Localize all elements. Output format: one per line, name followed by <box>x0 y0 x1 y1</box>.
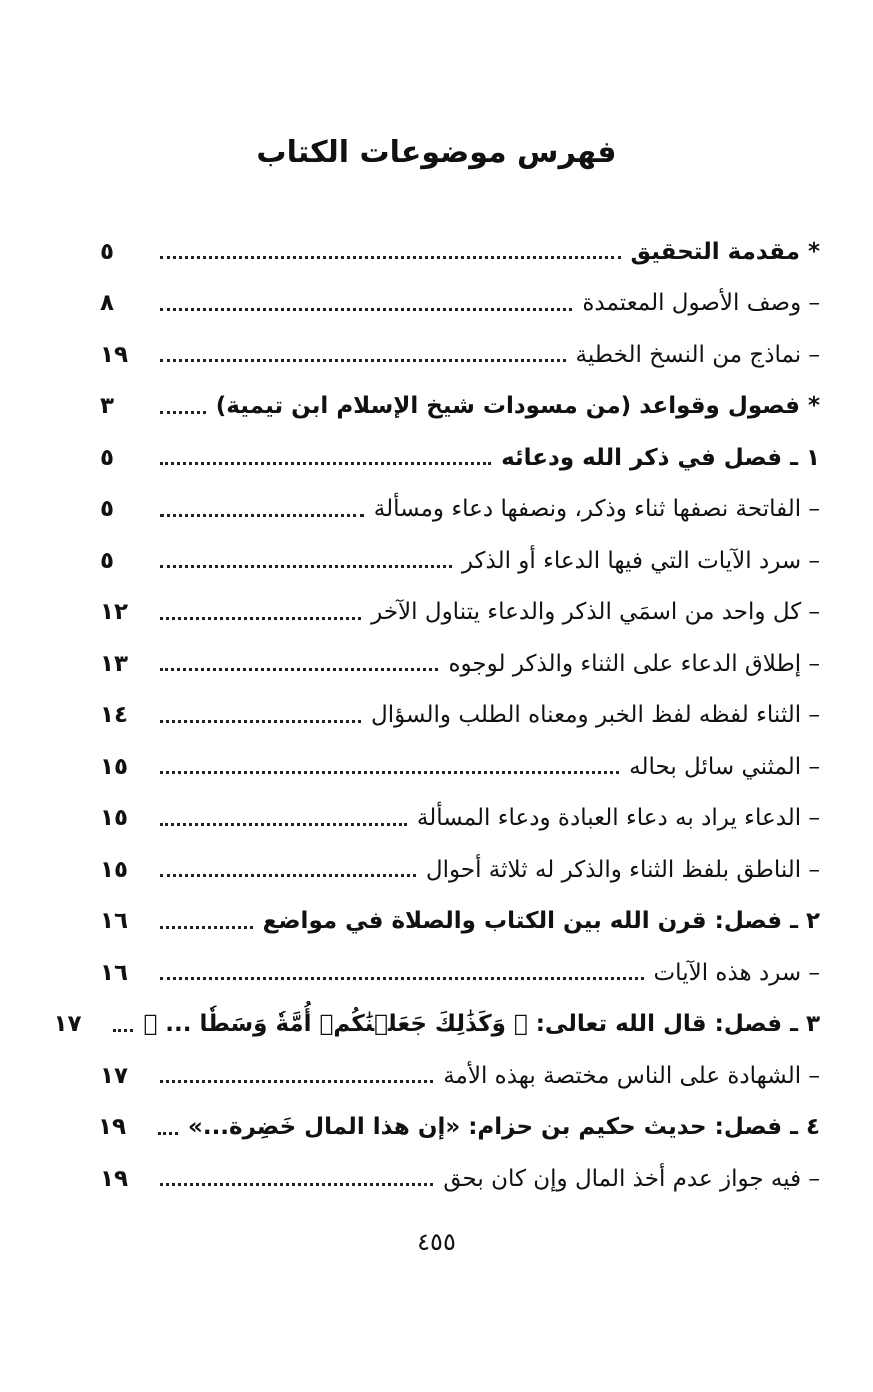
entry-page-number: ١٧ <box>100 1062 129 1089</box>
table-of-contents <box>53 226 820 1205</box>
entry-page-number: ٥ <box>100 547 115 574</box>
toc-section-entry <box>97 1102 820 1154</box>
toc-subentry <box>100 329 820 381</box>
entry-title: * فصول وقواعد (من مسودات شيخ الإسلام ابن تيمية) <box>215 393 820 420</box>
dot-leader <box>160 926 253 929</box>
entry-page-number: ٥ <box>100 444 115 471</box>
entry-page-number: ٥ <box>100 238 115 265</box>
toc-subentry <box>100 1153 820 1205</box>
dot-leader <box>160 359 566 362</box>
dot-leader <box>160 617 361 620</box>
entry-page-number: ١٧ <box>53 1011 82 1038</box>
toc-subentry <box>100 535 820 587</box>
entry-page-number: ١٥ <box>100 805 129 832</box>
toc-subentry <box>100 844 820 896</box>
entry-title: ٢ ـ فصل: قرن الله بين الكتاب والصلاة في مواضع <box>262 908 820 935</box>
dot-leader <box>158 1132 178 1135</box>
toc-subentry <box>100 484 820 536</box>
toc-subentry <box>100 793 820 845</box>
toc-subentry <box>100 587 820 639</box>
dot-leader <box>160 771 619 774</box>
toc-section-entry <box>100 432 820 484</box>
dot-leader <box>160 514 364 517</box>
toc-subentry <box>100 1050 820 1102</box>
entry-title: – الثناء لفظه لفظ الخبر ومعناه الطلب والسؤال <box>371 702 820 729</box>
toc-subentry <box>100 741 820 793</box>
entry-title: – كل واحد من اسمَي الذكر والدعاء يتناول الآخر <box>371 599 820 626</box>
toc-subentry <box>100 278 820 330</box>
dot-leader <box>160 874 416 877</box>
entry-page-number: ١٩ <box>100 341 129 368</box>
entry-page-number: ٨ <box>100 290 115 317</box>
page-title: فهرس موضوعات الكتاب <box>256 135 617 170</box>
dot-leader <box>160 720 361 723</box>
entry-title: – إطلاق الدعاء على الثناء والذكر لوجوه <box>448 650 820 677</box>
entry-title: * مقدمة التحقيق <box>630 238 820 265</box>
toc-section-entry <box>100 226 820 278</box>
dot-leader <box>160 977 644 980</box>
toc-section-entry <box>100 381 820 433</box>
entry-title: – الدعاء يراد به دعاء العبادة ودعاء المسألة <box>416 805 820 832</box>
entry-page-number: ١٤ <box>100 702 129 729</box>
entry-title: – الناطق بلفظ الثناء والذكر له ثلاثة أحوال <box>425 856 820 883</box>
toc-subentry <box>100 638 820 690</box>
toc-section-entry <box>53 999 820 1051</box>
dot-leader <box>160 411 206 414</box>
dot-leader <box>160 256 621 259</box>
entry-title: – الشهادة على الناس مختصة بهذه الأمة <box>443 1062 820 1089</box>
entry-page-number: ١٩ <box>100 1165 129 1192</box>
entry-title: – سرد الآيات التي فيها الدعاء أو الذكر <box>461 547 820 574</box>
dot-leader <box>160 565 452 568</box>
dot-leader <box>160 1183 433 1186</box>
dot-leader <box>113 1029 133 1032</box>
entry-page-number: ١٩ <box>97 1114 127 1141</box>
entry-page-number: ١٥ <box>100 856 129 883</box>
entry-page-number: ٥ <box>100 496 115 523</box>
entry-title: – نماذج من النسخ الخطية <box>575 341 820 368</box>
dot-leader <box>160 668 438 671</box>
entry-title: – وصف الأصول المعتمدة <box>582 290 820 317</box>
entry-page-number: ١٦ <box>100 959 129 986</box>
entry-page-number: ٣ <box>100 393 115 420</box>
entry-page-number: ١٣ <box>100 650 129 677</box>
page-number: ٤٥٥ <box>417 1228 456 1256</box>
entry-title: ٤ ـ فصل: حديث حكيم بن حزام: «إن هذا المال خَضِرة...» <box>187 1114 820 1141</box>
dot-leader <box>160 462 491 465</box>
entry-title: ١ ـ فصل في ذكر الله ودعائه <box>501 444 820 471</box>
entry-title: ٣ ـ فصل: قال الله تعالى: ﴿ وَكَذَٰلِكَ جَعَلۡنَٰكُمۡ أُمَّةٗ وَسَطٗا ... ﴾ <box>143 1011 820 1038</box>
dot-leader <box>160 823 407 826</box>
dot-leader <box>160 308 572 311</box>
entry-title: – فيه جواز عدم أخذ المال وإن كان بحق <box>443 1165 820 1192</box>
dot-leader <box>160 1080 433 1083</box>
toc-section-entry <box>100 896 820 948</box>
entry-page-number: ١٦ <box>100 908 129 935</box>
entry-page-number: ١٥ <box>100 753 129 780</box>
entry-title: – المثني سائل بحاله <box>629 753 820 780</box>
toc-subentry <box>100 690 820 742</box>
entry-page-number: ١٢ <box>100 599 129 626</box>
entry-title: – الفاتحة نصفها ثناء وذكر، ونصفها دعاء ومسألة <box>373 496 820 523</box>
toc-subentry <box>100 947 820 999</box>
entry-title: – سرد هذه الآيات <box>653 959 820 986</box>
